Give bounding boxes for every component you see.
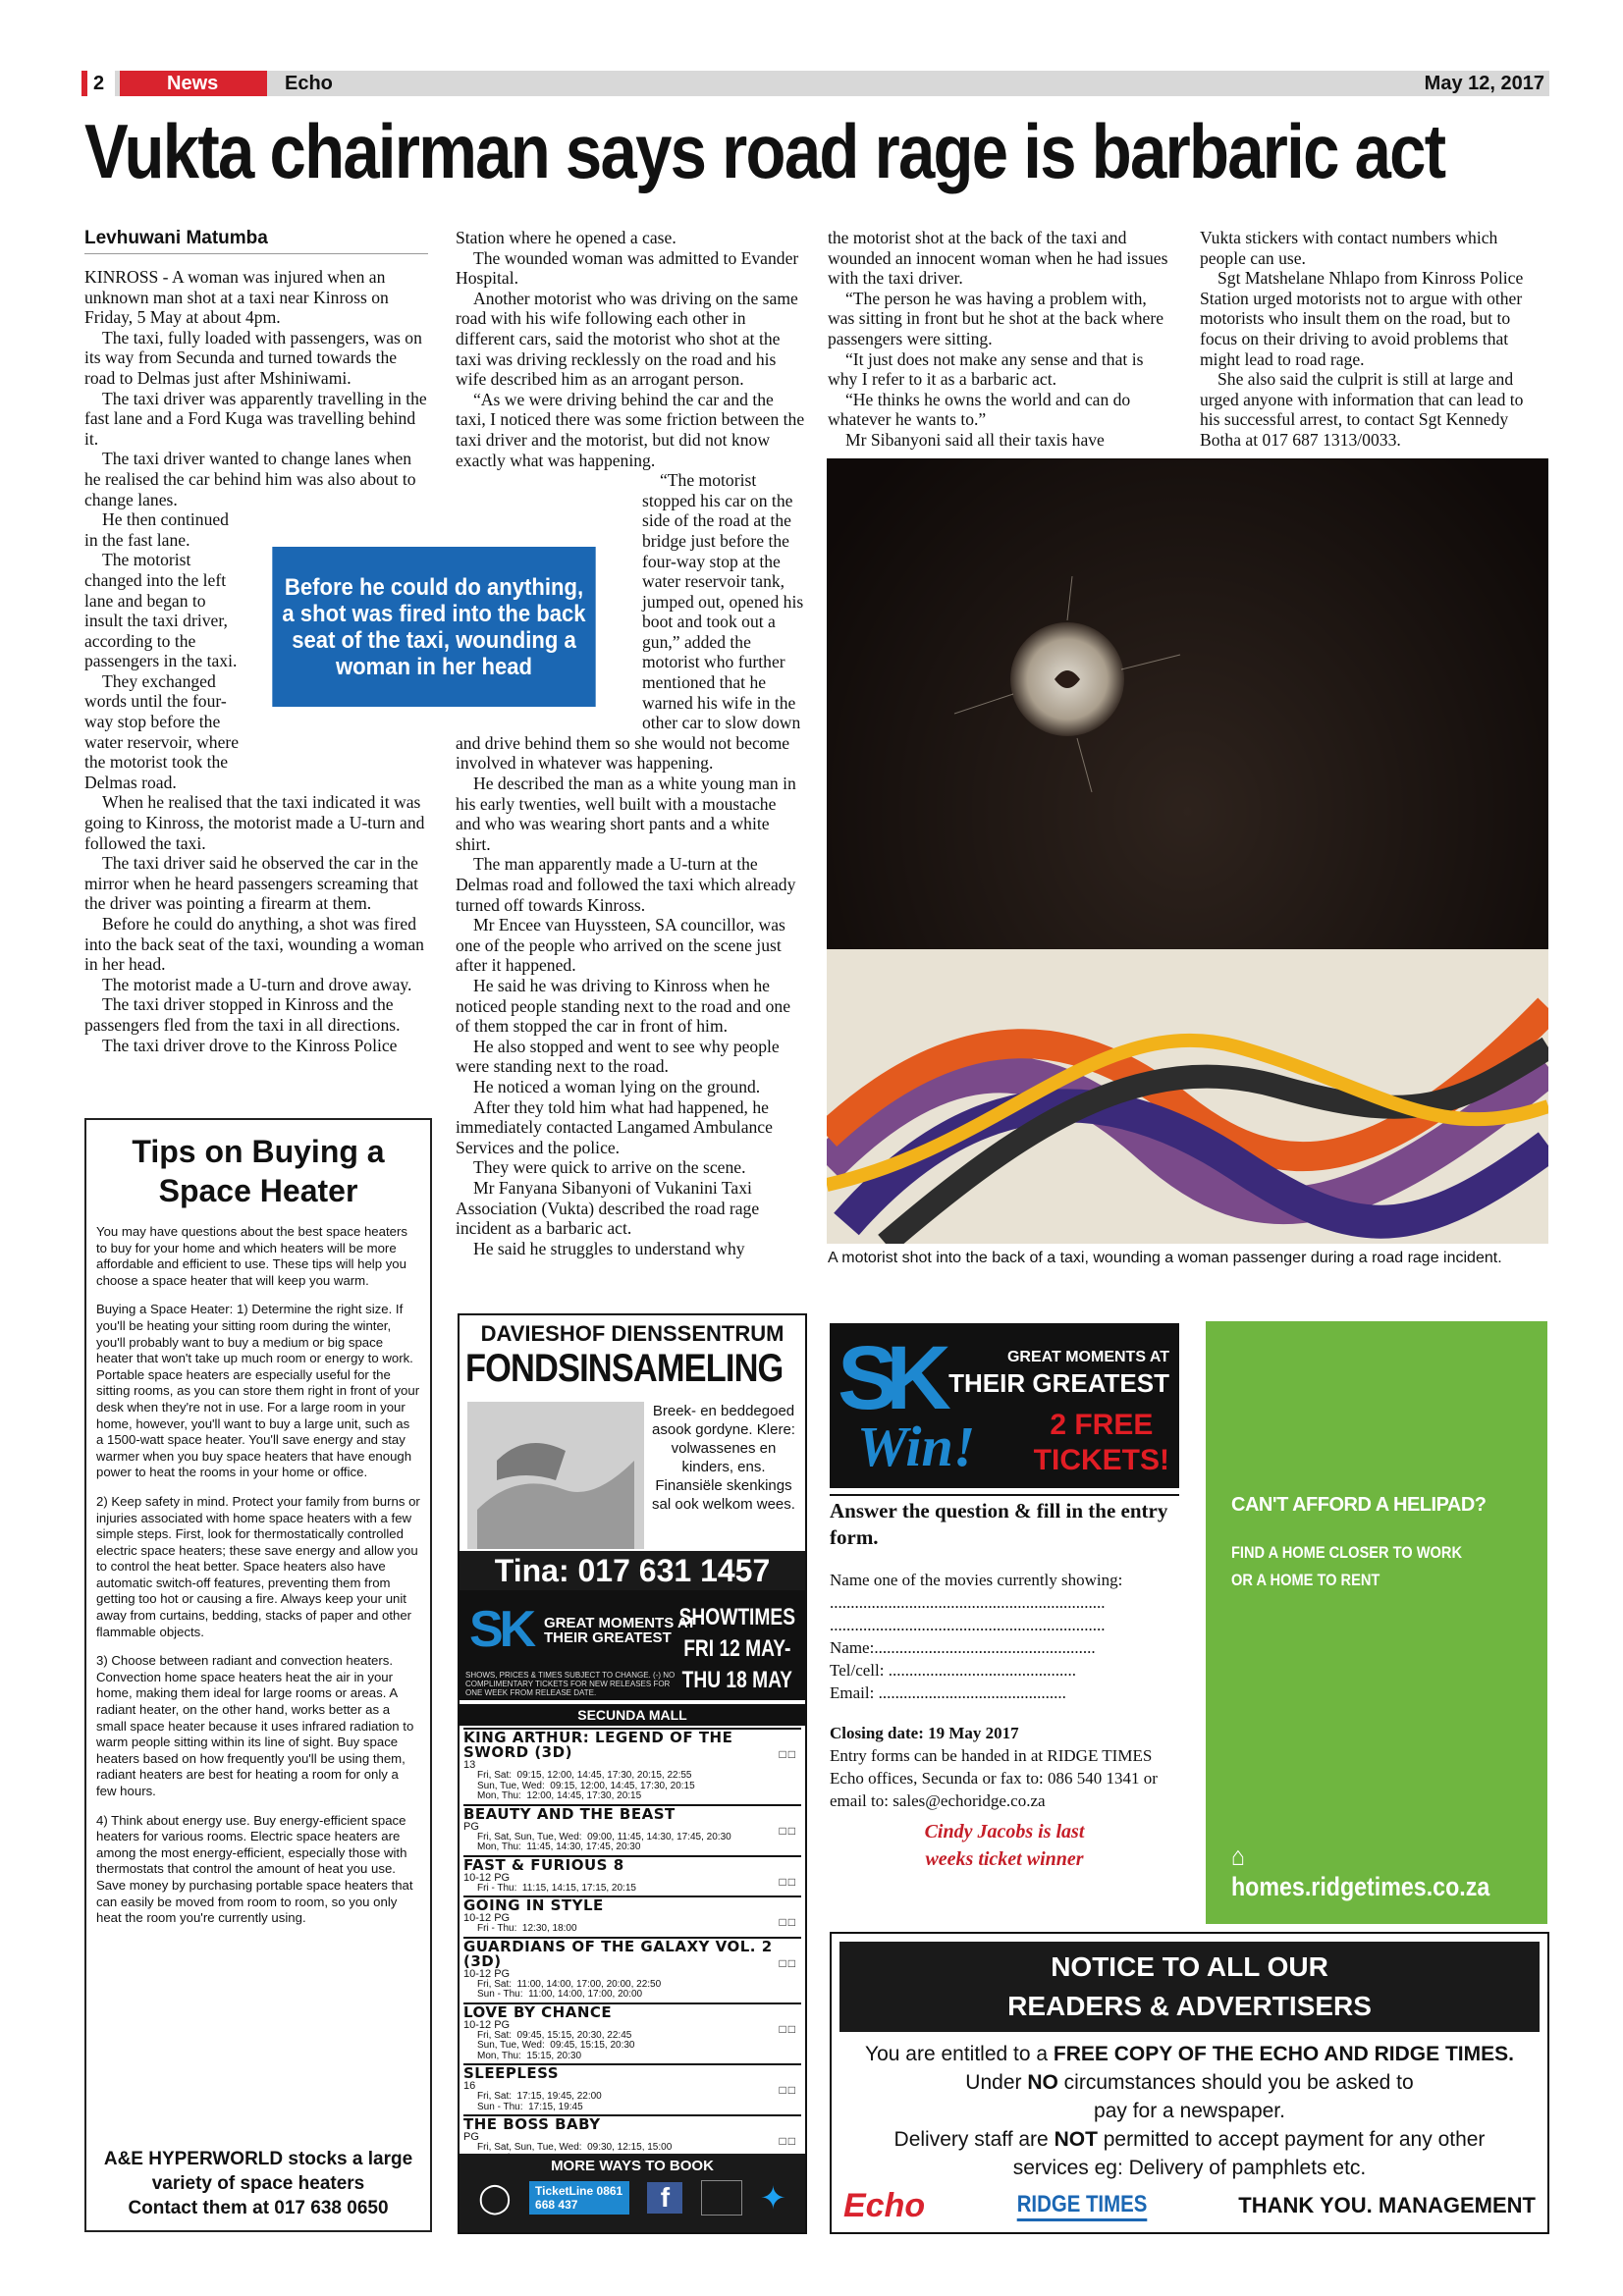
tips-paragraph: 2) Keep safety in mind. Protect your family from burns or injuries associated with home space heaters with a few simple steps. First, look for thermostatically controlled electric space heaters; these save energy and allow you to control the heat better. Space heaters also have automatic switch-off features, preventing them from getting too hot or causing a fire. Always keep your unit away from curtains, bedding, stacks of paper and other flammable objects.	[96, 1493, 420, 1639]
movie-times: Fri - Thu: 11:15, 14:15, 17:15, 20:15	[477, 1882, 636, 1894]
movie-entry	[463, 1896, 801, 1937]
answer-line[interactable]: ..................................................................	[830, 1616, 1106, 1634]
paragraph: He noticed a woman lying on the ground.	[473, 1076, 761, 1096]
entry-details: Entry forms can be handed in at RIDGE TIMES Echo offices, Secunda or fax to: 086 540 1341 or email to: sales@echoridge.co.za	[830, 1746, 1158, 1810]
echo-logo: Echo	[843, 2186, 926, 2224]
paragraph: The motorist changed into the left lane and began to insult the taxi driver, according to the passengers in the taxi.	[84, 550, 238, 671]
paragraph: Mr Encee van Huyssteen, SA councillor, was one of the people who arrived on the scene just after it happened.	[456, 915, 785, 976]
great-line: THEIR GREATEST	[948, 1368, 1169, 1398]
paragraph: He described the man as a white young man in his early twenties, well built with a moustache and who was wearing short pants and a white shirt.	[456, 774, 796, 854]
movie-title: BEAUTY AND THE BEAST	[463, 1804, 676, 1823]
tips-paragraph: 3) Choose between radiant and convection heaters. Convection home space heaters heat the air in your home, making them ideal for large rooms or areas. A radiant heater, on the other hand, works better as a small space heater because it uses infrared radiation to warm people sitting within its line of sight. Buy space heaters based on how frequently you'll be using them, radiant heaters are best for heating a room for only a few hours.	[96, 1653, 414, 1798]
paragraph: The taxi driver said he observed the car in the mirror when he heard passengers screaming that the driver was pointing a firearm at them.	[84, 853, 419, 914]
notice-title-line: READERS & ADVERTISERS	[1007, 1991, 1372, 2021]
tips-paragraph: Buying a Space Heater: 1) Determine the right size. If you'll be heating your sitting room during the winter, you'll probably want to buy a medium or big space heater that won't take up much room or energy to work. Portable space heaters are especially useful for the sitting rooms, as you can store them right in front of your desk when they're not in use. For a large room in your home, however, you'll want to buy a large unit, such as a 1500-watt space heater. You'll save energy and stay warmer when you buy space heaters that have enough power to heat the rooms in your home or office.	[96, 1302, 420, 1480]
format-icon: □□	[779, 1874, 797, 1889]
helipad-sub-line: OR A HOME TO RENT	[1231, 1571, 1380, 1589]
sk-logo: SK	[469, 1601, 533, 1658]
helipad-sub	[1231, 1539, 1462, 1594]
paragraph: They were quick to arrive on the scene.	[473, 1157, 746, 1178]
format-icon: □□	[779, 1823, 797, 1838]
great-moments	[948, 1345, 1169, 1396]
paragraph: The taxi driver was apparently travelling in the fast lane and a Ford Kuga was travelling behind it.	[84, 388, 427, 449]
tagline-line: GREAT MOMENTS AT	[544, 1615, 696, 1631]
paragraph: The wounded woman was admitted to Evander Hospital.	[456, 247, 799, 289]
issue-date: May 12, 2017	[1424, 73, 1544, 94]
paragraph: The taxi, fully loaded with passengers, was on its way from Secunda and turned towards the road to Delmas just after Mshiniwami.	[84, 327, 422, 388]
free-tickets	[1034, 1408, 1169, 1478]
paragraph: After they told him what had happened, he immediately contacted Langamed Ambulance Services and the police.	[456, 1096, 773, 1157]
winner-line: weeks ticket winner	[925, 1848, 1084, 1870]
movie-rating: 10-12 PG	[463, 1967, 511, 1980]
paragraph: Sgt Matshelane Nhlapo from Kinross Police Station urged motorists not to argue with other motorists who insult them on the road, but to focus on their driving to avoid problems that might lead to road rage.	[1200, 268, 1524, 369]
free-line: TICKETS!	[1033, 1444, 1169, 1476]
showtimes-note: SHOWS, PRICES & TIMES SUBJECT TO CHANGE. (-) NO COMPLIMENTARY TICKETS FOR NEW RELEASES FOR ONE WEEK FROM RELEASE DATE.	[465, 1671, 676, 1697]
davieshof-text: Breek- en beddegoed asook gordyne. Klere: volwassenes en kinders, ens. Finansiële skenkings sal ook welkom wees.	[652, 1403, 795, 1513]
tips-footer-line: A&E HYPERWORLD stocks a large	[103, 2149, 413, 2169]
movie-entry	[463, 2002, 801, 2064]
question: Name one of the movies currently showing:	[830, 1571, 1123, 1589]
section-label: News	[120, 71, 267, 96]
helipad-url[interactable]	[1231, 1842, 1503, 1902]
paragraph: KINROSS - A woman was injured when an unknown man shot at a taxi near Kinross on Friday, 5 May at about 4pm.	[84, 267, 389, 328]
twitter-icon[interactable]: ✦	[759, 2180, 786, 2216]
paragraph: “He thinks he owns the world and can do whatever he wants to.”	[828, 389, 1131, 430]
movie-rating: 10-12 PG	[463, 1912, 511, 1924]
paragraph: The taxi driver wanted to change lanes when he realised the car behind him was also about to change lanes.	[84, 449, 416, 509]
movie-entry	[463, 1937, 801, 2002]
facebook-icon[interactable]: f	[647, 2182, 682, 2214]
notice-box	[830, 1932, 1549, 2234]
notice-title-line: NOTICE TO ALL OUR	[1051, 1951, 1328, 1982]
movie-rating: PG	[463, 1820, 479, 1833]
tips-box	[84, 1118, 432, 2232]
format-icon: □□	[779, 2083, 797, 2097]
email-field[interactable]: Email: .............................................	[830, 1683, 1066, 1702]
booking-icons	[460, 2179, 805, 2216]
app-icon[interactable]	[701, 2180, 742, 2216]
movie-times: Fri, Sat, Sun, Tue, Wed: 09:30, 12:15, 15:00	[477, 2142, 673, 2153]
competition-entry	[830, 1323, 1179, 1922]
paragraph: The taxi driver drove to the Kinross Police	[102, 1035, 398, 1055]
home-icon: ⌂	[1231, 1842, 1246, 1871]
paragraph: Mr Sibanyoni said all their taxis have	[845, 429, 1105, 450]
paragraph: Mr Fanyana Sibanyoni of Vukanini Taxi Association (Vukta) described the road rage incident as a barbaric act.	[456, 1177, 760, 1239]
winner-line: Cindy Jacobs is last	[924, 1821, 1085, 1842]
movie-title: SLEEPLESS	[463, 2064, 560, 2082]
paragraph: She also said the culprit is still at large and urged anyone with information that can lead to his successful arrest, to contact Sgt Kennedy Botha at 017 687 1313/0033.	[1200, 369, 1524, 450]
paragraph: “As we were driving behind the car and the taxi, I noticed there was some friction between the taxi driver and the motorist, but did not know exactly what was happening.	[456, 389, 805, 470]
tips-footer-line: Contact them at 017 638 0650	[128, 2198, 389, 2218]
movie-times: Fri - Thu: 12:30, 18:00	[477, 1923, 577, 1934]
ticketline-badge[interactable]: TicketLine 0861 668 437	[529, 2181, 629, 2215]
paragraph: The man apparently made a U-turn at the Delmas road and followed the taxi which already turned off towards Kinross.	[456, 854, 796, 915]
competition-instructions: Answer the question & fill in the entry form.	[830, 1494, 1179, 1551]
notice-text	[832, 2040, 1547, 2182]
paragraph: Vukta stickers with contact numbers which people can use.	[1200, 228, 1498, 268]
movie-entry	[463, 2063, 801, 2114]
showtimes-dates: FRI 12 MAY-	[683, 1635, 791, 1662]
movie-title: KING ARTHUR: LEGEND OF THE SWORD (3D)	[463, 1729, 733, 1761]
win-text: Win!	[857, 1415, 976, 1478]
paragraph: He then continued in the fast lane.	[84, 509, 229, 550]
movie-times: Fri, Sat: 11:00, 14:00, 17:00, 20:00, 22:50 Sun - Thu: 11:00, 14:00, 17:00, 20:00	[477, 1978, 662, 2000]
movie-rating: 10-12 PG	[463, 2018, 511, 2031]
more-ways-to-book	[460, 2154, 805, 2232]
paragraph: Another motorist who was driving on the same road with his wife following each other in different cars, said the motorist who shot at the taxi was driving recklessly on the road and his wife described him as an arrogant person.	[456, 288, 798, 390]
movie-title: THE BOSS BABY	[463, 2115, 601, 2133]
free-line: 2 FREE	[1050, 1409, 1154, 1441]
movie-entry	[463, 1804, 801, 1855]
ridge-times-logo: RIDGE TIMES	[1016, 2191, 1147, 2221]
davieshof-title: DAVIESHOF DIENSSENTRUM	[480, 1321, 784, 1346]
taxi-window-photo	[827, 458, 1548, 1244]
format-icon: □□	[779, 1747, 797, 1761]
notice-line: pay for a newspaper.	[1094, 2100, 1285, 2122]
mall-name: SECUNDA MALL	[460, 1704, 805, 1726]
thank-you: THANK YOU. MANAGEMENT	[1238, 2193, 1536, 2217]
paragraph: When he realised that the taxi indicated it was going to Kinross, the motorist made a U-turn and followed the taxi.	[84, 792, 425, 853]
tips-body	[96, 1224, 420, 1927]
pull-quote: Before he could do anything, a shot was fired into the back seat of the taxi, wounding a woman in her head	[272, 547, 595, 707]
movie-title: FAST & FURIOUS 8	[463, 1855, 624, 1874]
more-title: MORE WAYS TO BOOK	[551, 2158, 714, 2174]
notice-line: You are entitled to a FREE COPY OF THE ECHO AND RIDGE TIMES.	[865, 2043, 1514, 2065]
format-icon: □□	[779, 2134, 797, 2148]
davieshof-subtitle: FONDSINSAMELING	[465, 1347, 784, 1390]
helipad-headline: CAN'T AFFORD A HELIPAD?	[1231, 1494, 1487, 1516]
helipad-url-text: homes.ridgetimes.co.za	[1231, 1872, 1490, 1901]
movie-entry	[463, 1728, 801, 1804]
format-icon: □□	[779, 2021, 797, 2036]
tel-field[interactable]: Tel/cell: .............................................	[830, 1661, 1076, 1680]
tips-paragraph: You may have questions about the best space heaters to buy for your home and which heaters will be more affordable and efficient to use. These tips will help you choose a space heater that will keep you warm.	[96, 1224, 407, 1288]
paragraph: “It just does not make any sense and that is why I refer to it as a barbaric act.	[828, 348, 1144, 390]
showtimes-ad	[458, 1592, 807, 2234]
paragraph: He said he was driving to Kinross when he noticed people standing next to the road and one of them stopped the car in front of him.	[456, 975, 791, 1037]
movie-rating: 13	[463, 1759, 476, 1771]
paragraph: He said he struggles to understand why	[473, 1238, 745, 1258]
byline: Levhuwani Matumba	[84, 228, 428, 254]
movie-title: GUARDIANS OF THE GALAXY VOL. 2 (3D)	[463, 1937, 773, 1970]
helipad-ad	[1206, 1321, 1547, 1924]
paragraph: The taxi driver stopped in Kinross and the passengers fled from the taxi in all directions.	[84, 994, 401, 1035]
closing-date: Closing date: 19 May 2017	[830, 1724, 1019, 1742]
notice-title	[839, 1942, 1540, 2032]
davieshof-ad	[458, 1313, 807, 1592]
movie-times: Fri, Sat, Sun, Tue, Wed: 09:00, 11:45, 14:30, 17:45, 20:30 Mon, Thu: 11:45, 14:30, 17:45, 20:30	[477, 1831, 731, 1852]
movie-times: Fri, Sat: 17:15, 19:45, 22:00 Sun - Thu: 17:15, 19:45	[477, 2091, 602, 2112]
movie-times: Fri, Sat: 09:45, 15:15, 20:30, 22:45 Sun, Tue, Wed: 09:45, 15:15, 20:30 Mon, Thu: 15:15, 20:30	[477, 2029, 635, 2061]
tagline-line: THEIR GREATEST	[544, 1629, 672, 1646]
answer-line[interactable]: ..................................................................	[830, 1593, 1106, 1612]
movie-times: Fri, Sat: 09:15, 12:00, 14:45, 17:30, 20:15, 22:55 Sun, Tue, Wed: 09:15, 12:00, 14:45, 17:30, 20:15 Mon, Thu: 12:00, 14:45, 17:30, 20:15	[477, 1770, 695, 1801]
paragraph: They exchanged words until the four-way stop before the water reservoir, where the motorist took the Delmas road.	[84, 670, 240, 792]
tips-footer-line: variety of space heaters	[151, 2173, 365, 2194]
photo-caption: A motorist shot into the back of a taxi, wounding a woman passenger during a road rage incident.	[828, 1250, 1502, 1266]
tips-paragraph: 4) Think about energy use. Buy energy-efficient space heaters for various rooms. Electric space heaters are among the most energy-efficient, especially those with thermostats that control the amount of heat you use. Save money by purchasing portable space heaters that can easily be moved from room to room, so you only heat the room you're currently using.	[96, 1812, 413, 1926]
paragraph: “The person he was having a problem with, was sitting in front but he shot at the back where passengers were sitting.	[828, 288, 1164, 348]
name-field[interactable]: Name:.....................................................	[830, 1638, 1096, 1657]
showtimes-dates: THU 18 MAY	[681, 1667, 792, 1693]
showtimes-label: SHOWTIMES	[678, 1604, 795, 1630]
movie-rating: PG	[463, 2131, 479, 2143]
movie-list	[460, 1728, 805, 2165]
great-line: GREAT MOMENTS AT	[1006, 1349, 1169, 1365]
page-number: 2	[81, 71, 115, 96]
paragraph: “The motorist stopped his car on the side of the road at the bridge just before the four-way stop at the water reservoir tank, jumped out, opened his boot and took out a gun,” added the motorist who further mentioned that he warned his wife in the other car to slow down and drive behind them so she would not become involved in whatever was happening.	[456, 470, 804, 774]
hands-image	[467, 1402, 644, 1549]
movie-title: GOING IN STYLE	[463, 1896, 604, 1914]
notice-line: Delivery staff are NOT permitted to accept payment for any other	[893, 2128, 1486, 2151]
competition-banner	[830, 1323, 1179, 1488]
format-icon: □□	[779, 1915, 797, 1929]
movie-rating: 16	[463, 2080, 476, 2092]
article-column-4	[1200, 228, 1545, 451]
article-column-3	[828, 228, 1173, 451]
movie-title: LOVE BY CHANCE	[463, 2002, 613, 2021]
showtimes-header	[460, 1594, 805, 1700]
article-column-2	[456, 228, 805, 1258]
davieshof-phone: Tina: 017 631 1457	[460, 1551, 805, 1590]
paper-name: Echo	[285, 73, 333, 94]
paragraph: Station where he opened a case.	[456, 228, 676, 247]
notice-footer	[843, 2186, 1536, 2224]
tips-title: Tips on Buying a Space Heater	[132, 1134, 385, 1208]
helipad-sub-line: FIND A HOME CLOSER TO WORK	[1231, 1543, 1463, 1562]
paragraph: He also stopped and went to see why people were standing next to the road.	[456, 1036, 780, 1077]
notice-line: Under NO circumstances should you be asked to	[965, 2071, 1414, 2094]
tips-footer	[86, 2147, 430, 2220]
showtimes-title	[679, 1602, 795, 1696]
sk-tagline	[544, 1616, 696, 1645]
bullet-hole-illustration	[827, 458, 1548, 1244]
paragraph: Before he could do anything, a shot was fired into the back seat of the taxi, wounding a woman in her head.	[84, 914, 424, 975]
headline: Vukta chairman says road rage is barbaric act	[84, 108, 1445, 194]
paragraph: the motorist shot at the back of the taxi and wounded an innocent woman when he had issues with the taxi driver.	[828, 228, 1168, 289]
movie-entry	[463, 1855, 801, 1896]
movie-rating: 10-12 PG	[463, 1871, 511, 1884]
notice-line: services eg: Delivery of pamphlets etc.	[1012, 2157, 1367, 2179]
sk-logo: SK	[838, 1328, 940, 1428]
paragraph: The motorist made a U-turn and drove away.	[102, 974, 412, 994]
format-icon: □□	[779, 1955, 797, 1970]
globe-icon[interactable]: ◯	[478, 2181, 512, 2215]
